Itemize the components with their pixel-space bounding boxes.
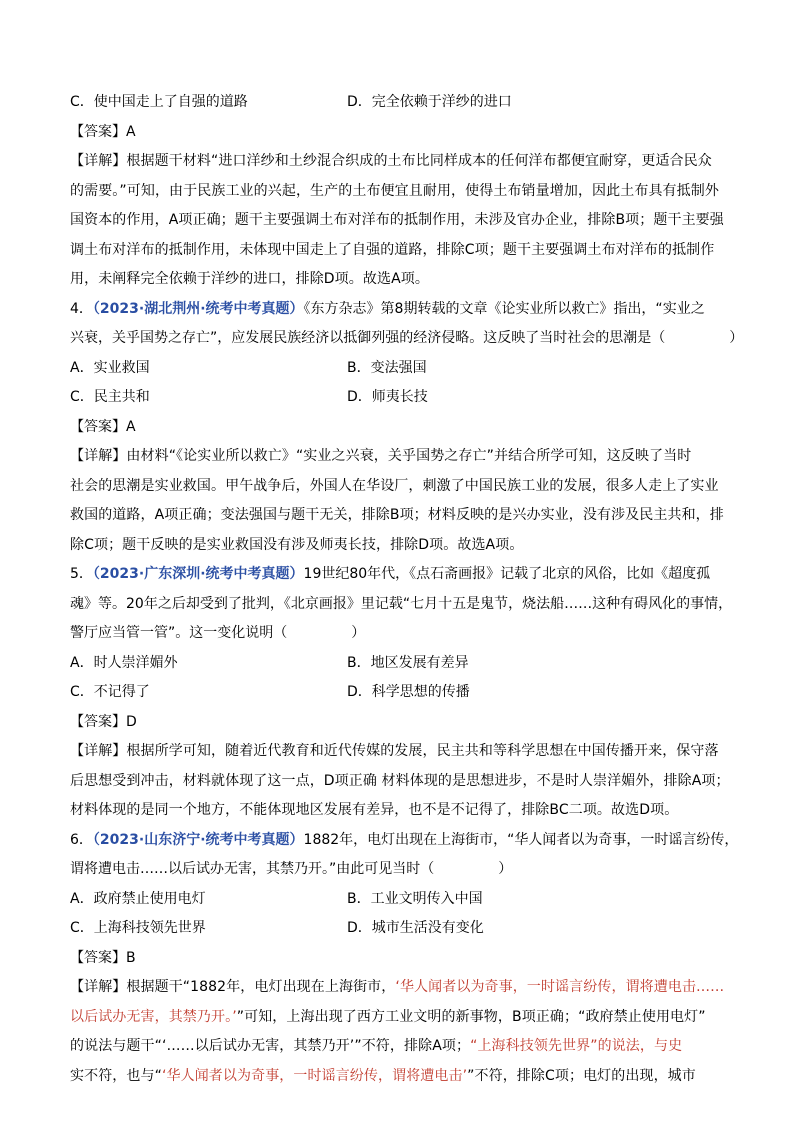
question-number: 4．	[70, 300, 93, 317]
q6-stem-line-2: 谓将遭电击……以后试办无害，其禁乃开。”由此可见当时（ ）	[70, 861, 513, 877]
q3-answer	[70, 118, 724, 148]
detail-tag: 【详解】	[70, 153, 127, 169]
q6-stem-line-1: 6．（2023·山东济宁·统考中考真题）1882年，电灯出现在上海街市，“华人闻者以为奇事，一时谣言纷传，	[70, 831, 739, 848]
q3-option-d[interactable]: D．完全依赖于洋纱的进口	[347, 94, 512, 110]
detail-line: 【详解】由材料“《论实业所以救亡》“实业之兴衰，关乎国势之存亡”并结合所学可知，这反映了当时	[70, 448, 692, 464]
detail-line: 【详解】根据题干材料“进口洋纱和土纱混合织成的土布比同样成本的任何洋布都便宜耐穿，更适合民众	[70, 153, 712, 169]
detail-line: 社会的思潮是实业救国。甲午战争后，外国人在华设厂，刺激了中国民族工业的发展，很多人走上了实业	[70, 477, 719, 494]
answer-value: A	[126, 418, 136, 435]
detail-line: 【详解】根据所学可知，随着近代教育和近代传媒的发展，民主共和等科学思想在中国传播开来，保守落	[70, 743, 719, 759]
q4-detail	[70, 442, 724, 560]
q3-option-c[interactable]: C．使中国走上了自强的道路	[70, 94, 248, 110]
detail-line: 救国的道路，A项正确；变法强国与题干无关，排除B项；材料反映的是兴办实业，没有涉及民主共和，排	[70, 507, 724, 523]
q5-option-d[interactable]: D．科学思想的传播	[347, 684, 470, 700]
question-source: （2023·山东济宁·统考中考真题）	[92, 831, 304, 848]
q4-options-cd	[70, 383, 724, 413]
question-source: （2023·湖北荆州·统考中考真题）	[92, 300, 304, 317]
q3-detail	[70, 147, 724, 295]
q6-option-c[interactable]: C．上海科技领先世界	[70, 920, 206, 936]
answer-value: B	[126, 949, 136, 966]
quoted-text: ‘华人闻者以为奇事，一时谣言纷传，谓将遭电击’	[161, 1067, 468, 1084]
quoted-text: ‘华人闻者以为奇事，一时谣言纷传，谓将遭电击……	[395, 979, 725, 995]
answer-tag: 【答案】	[70, 418, 126, 435]
detail-line: 后思想受到冲击，材料就体现了这一点，D项正确 材料体现的是思想进步，不是时人崇洋媚外，排除A项；	[70, 772, 730, 789]
q6-answer	[70, 944, 724, 974]
q5-options-ab	[70, 649, 724, 679]
q6-option-a[interactable]: A．政府禁止使用电灯	[70, 890, 206, 907]
q5-answer	[70, 708, 724, 738]
question-number: 5．	[70, 566, 93, 582]
detail-line: 实不符，也与“‘华人闻者以为奇事，一时谣言纷传，谓将遭电击’”不符，排除C项；电灯的出现，城市	[70, 1067, 696, 1084]
exam-page	[70, 88, 744, 1091]
question-source: （2023·广东深圳·统考中考真题）	[92, 566, 304, 582]
detail-tag: 【详解】	[70, 979, 127, 995]
q3-options-cd	[70, 88, 724, 118]
answer-value: A	[126, 123, 136, 140]
answer-tag: 【答案】	[70, 949, 126, 966]
detail-line: 的说法与题干“‘……以后试办无害，其禁乃开’”不符，排除A项；“上海科技领先世界”的说法，与史	[70, 1038, 683, 1054]
q4-answer	[70, 413, 724, 443]
quoted-text: 以后试办无害，其禁乃开。’	[70, 1008, 237, 1025]
detail-tag: 【详解】	[70, 743, 127, 759]
q5-stem-line-1: 5．（2023·广东深圳·统考中考真题）19世纪80年代，《点石斋画报》记载了北京的风俗，比如《超度孤	[70, 566, 711, 582]
answer-tag: 【答案】	[70, 123, 126, 140]
q4-option-b[interactable]: B．变法强国	[347, 359, 427, 376]
q5-detail	[70, 737, 730, 826]
detail-line: 以后试办无害，其禁乃开。’”可知，上海出现了西方工业文明的新事物，B项正确；“政府禁止使用电灯”	[70, 1008, 706, 1025]
q6-options-ab	[70, 885, 724, 915]
q6-options-cd	[70, 914, 724, 944]
q6-option-d[interactable]: D．城市生活没有变化	[347, 920, 484, 936]
q5-option-c[interactable]: C．不记得了	[70, 684, 150, 700]
q5-stem-line-3: 警厅应当管一管”。这一变化说明（ ）	[70, 625, 366, 641]
q4-stem-line-2: 兴衰，关乎国势之存亡”，应发展民族经济以抵御列强的经济侵略。这反映了当时社会的思潮是（ ）	[70, 330, 744, 346]
detail-line: 除C项；题干反映的是实业救国没有涉及师夷长技，排除D项。故选A项。	[70, 536, 524, 553]
q5-option-b[interactable]: B．地区发展有差异	[347, 654, 469, 671]
q5-option-a[interactable]: A．时人崇洋媚外	[70, 654, 178, 671]
question-number: 6．	[70, 831, 93, 848]
detail-line: 材料体现的是同一个地方，不能体现地区发展有差异，也不是不记得了，排除BC二项。故选D项。	[70, 802, 679, 818]
q4-option-a[interactable]: A．实业救国	[70, 359, 150, 376]
q5-stem-line-2: 魂》等。20年之后却受到了批判，《北京画报》里记载“七月十五是鬼节，烧法船……这种有碍风化的事情，	[70, 595, 733, 612]
quoted-text: “上海科技领先世界”的说法，与史	[470, 1038, 683, 1054]
q6-option-b[interactable]: B．工业文明传入中国	[347, 890, 483, 907]
q4-options-ab	[70, 354, 724, 384]
answer-tag: 【答案】	[70, 713, 126, 730]
detail-line: 【详解】根据题干“1882年，电灯出现在上海街市，‘华人闻者以为奇事，一时谣言纷传，谓将遭电击……	[70, 979, 725, 995]
q4-option-c[interactable]: C．民主共和	[70, 389, 150, 405]
detail-line: 的需要。”可知，由于民族工业的兴起，生产的土布便宜且耐用，使得土布销量增加，因此土布具有抵制外	[70, 182, 719, 199]
detail-tag: 【详解】	[70, 448, 127, 464]
detail-line: 国资本的作用，A项正确；题干主要强调土布对洋布的抵制作用，未涉及官办企业，排除B项；题干主要强	[70, 212, 724, 228]
answer-value: D	[126, 713, 137, 730]
detail-line: 用，未阐释完全依赖于洋纱的进口，排除D项。故选A项。	[70, 271, 429, 287]
q4-stem-line-1: 4．（2023·湖北荆州·统考中考真题）《东方杂志》第8期转载的文章《论实业所以救亡》指出，“实业之	[70, 300, 705, 317]
q4-option-d[interactable]: D．师夷长技	[347, 389, 428, 405]
q5-options-cd	[70, 678, 724, 708]
q6-detail	[70, 973, 724, 1091]
detail-line: 调土布对洋布的抵制作用，未体现中国走上了自强的道路，排除C项；题干主要强调土布对洋布的抵制作	[70, 241, 715, 258]
